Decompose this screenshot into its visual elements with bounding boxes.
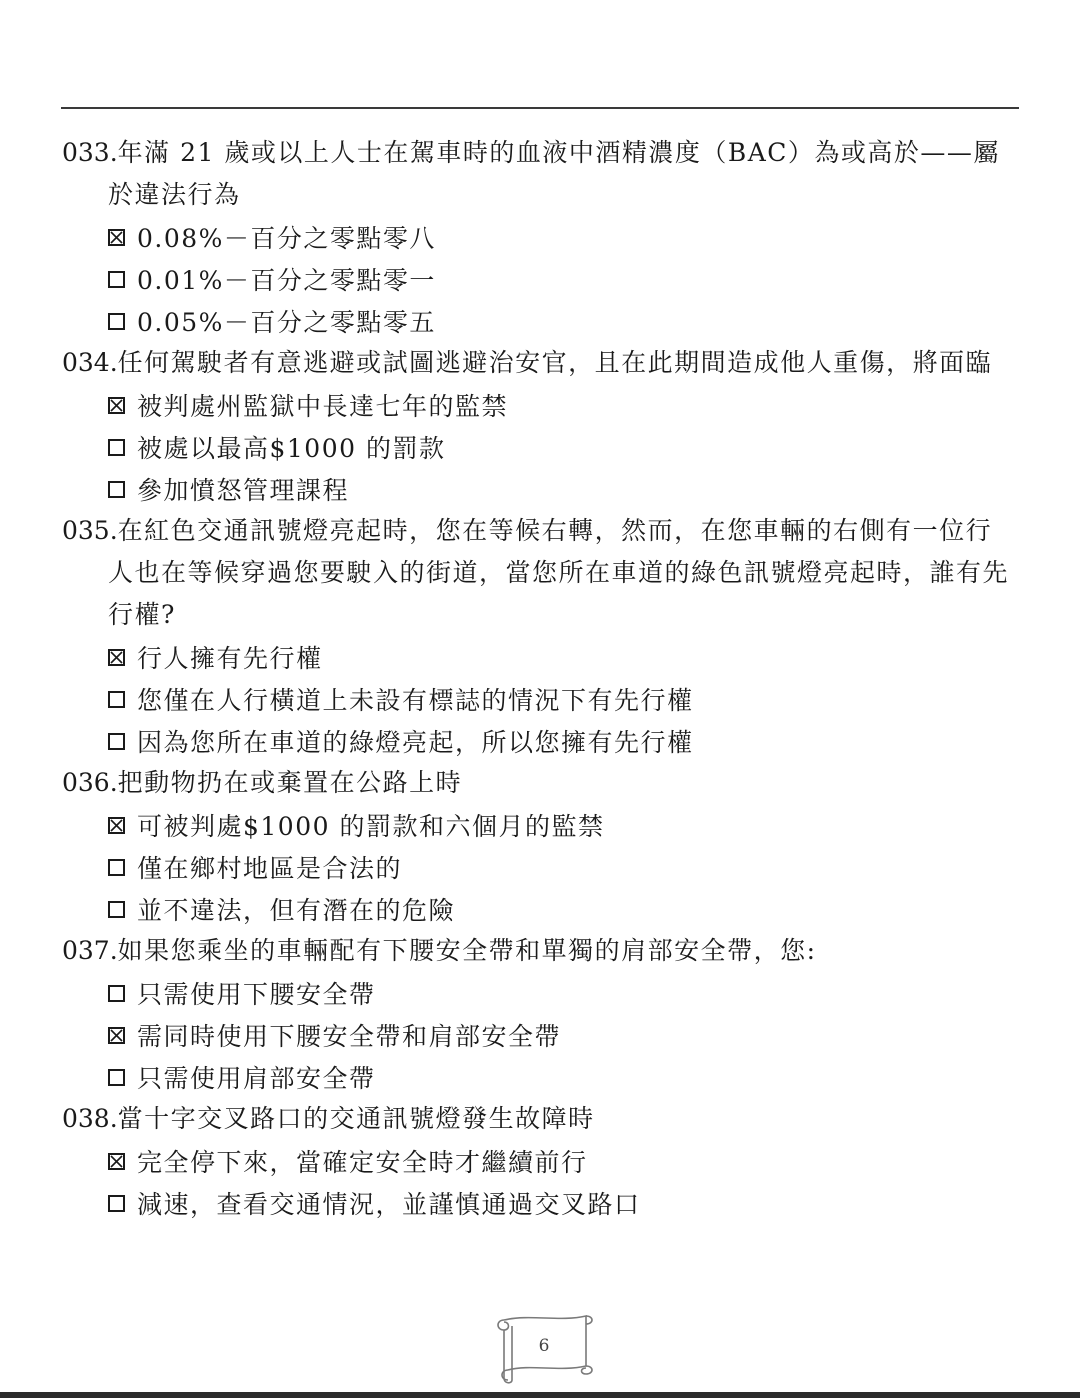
page-footer-scroll [490, 1308, 590, 1384]
answer-text: 因為您所在車道的綠燈亮起，所以您擁有先行權 [137, 728, 694, 757]
answer-option [62, 468, 1017, 510]
empty-box-icon [108, 691, 125, 708]
empty-box-icon [108, 733, 125, 750]
answer-text: 可被判處$1000 的罰款和六個月的監禁 [137, 812, 605, 841]
empty-box-icon [108, 439, 125, 456]
answer-text: 0.05%－百分之零點零五 [137, 308, 436, 337]
answer-option [62, 1182, 1017, 1224]
answer-option [62, 720, 1017, 762]
question-4 [62, 930, 1017, 1098]
answer-text: 被判處州監獄中長達七年的監禁 [137, 392, 509, 421]
answer-option [62, 972, 1017, 1014]
empty-box-icon [108, 859, 125, 876]
answer-text: 僅在鄉村地區是合法的 [137, 854, 403, 883]
answer-option [62, 1056, 1017, 1098]
empty-box-icon [108, 1069, 125, 1086]
question-number: 037. [62, 936, 118, 965]
empty-box-icon [108, 901, 125, 918]
answer-option [62, 426, 1017, 468]
question-text [62, 132, 1017, 216]
question-body: 當十字交叉路口的交通訊號燈發生故障時 [117, 1104, 595, 1133]
empty-box-icon [108, 313, 125, 330]
answer-option [62, 216, 1017, 258]
bottom-edge-bar [0, 1392, 1080, 1398]
answer-option [62, 888, 1017, 930]
question-text [62, 762, 1017, 804]
empty-box-icon [108, 481, 125, 498]
question-body: 如果您乘坐的車輛配有下腰安全帶和單獨的肩部安全帶，您: [117, 936, 817, 965]
question-text [62, 1098, 1017, 1140]
checked-box-icon [108, 229, 125, 246]
answer-option [62, 1014, 1017, 1056]
header-rule [61, 107, 1019, 109]
question-body: 年滿 21 歲或以上人士在駕車時的血液中酒精濃度（BAC）為或高於——屬於違法行為 [108, 138, 1000, 209]
answer-text: 只需使用下腰安全帶 [137, 980, 376, 1009]
checked-box-icon [108, 397, 125, 414]
answer-text: 需同時使用下腰安全帶和肩部安全帶 [137, 1022, 562, 1051]
question-body: 任何駕駛者有意逃避或試圖逃避治安官，且在此期間造成他人重傷，將面臨 [117, 348, 993, 377]
checked-box-icon [108, 649, 125, 666]
question-number: 036. [62, 768, 118, 797]
question-number: 038. [62, 1104, 118, 1133]
answer-option [62, 804, 1017, 846]
question-text [62, 930, 1017, 972]
question-number: 035. [62, 516, 118, 545]
empty-box-icon [108, 1195, 125, 1212]
question-0 [62, 132, 1017, 342]
answer-option [62, 636, 1017, 678]
empty-box-icon [108, 985, 125, 1002]
answer-option [62, 678, 1017, 720]
answer-option [62, 258, 1017, 300]
question-number: 034. [62, 348, 118, 377]
question-5 [62, 1098, 1017, 1224]
question-2 [62, 510, 1017, 762]
checked-box-icon [108, 1153, 125, 1170]
answer-text: 完全停下來，當確定安全時才繼續前行 [137, 1148, 588, 1177]
answer-text: 您僅在人行橫道上未設有標誌的情況下有先行權 [137, 686, 694, 715]
page-number: 6 [538, 1336, 550, 1356]
question-list [62, 132, 1017, 1224]
answer-text: 減速，查看交通情況，並謹慎通過交叉路口 [137, 1190, 641, 1219]
answer-option [62, 1140, 1017, 1182]
checked-box-icon [108, 817, 125, 834]
answer-option [62, 384, 1017, 426]
question-text [62, 342, 1017, 384]
answer-text: 0.08%－百分之零點零八 [137, 224, 436, 253]
question-body: 把動物扔在或棄置在公路上時 [117, 768, 463, 797]
answer-text: 並不違法，但有潛在的危險 [137, 896, 456, 925]
answer-text: 行人擁有先行權 [137, 644, 323, 673]
answer-text: 0.01%－百分之零點零一 [137, 266, 436, 295]
question-1 [62, 342, 1017, 510]
question-number: 033. [62, 138, 118, 167]
question-text [62, 510, 1017, 636]
answer-option [62, 846, 1017, 888]
question-body: 在紅色交通訊號燈亮起時，您在等候右轉，然而，在您車輛的右側有一位行人也在等候穿過您要駛入的街道，當您所在車道的綠色訊號燈亮起時，誰有先行權? [108, 516, 1010, 629]
answer-text: 被處以最高$1000 的罰款 [137, 434, 446, 463]
empty-box-icon [108, 271, 125, 288]
answer-option [62, 300, 1017, 342]
question-3 [62, 762, 1017, 930]
checked-box-icon [108, 1027, 125, 1044]
answer-text: 只需使用肩部安全帶 [137, 1064, 376, 1093]
answer-text: 參加憤怒管理課程 [137, 476, 350, 505]
